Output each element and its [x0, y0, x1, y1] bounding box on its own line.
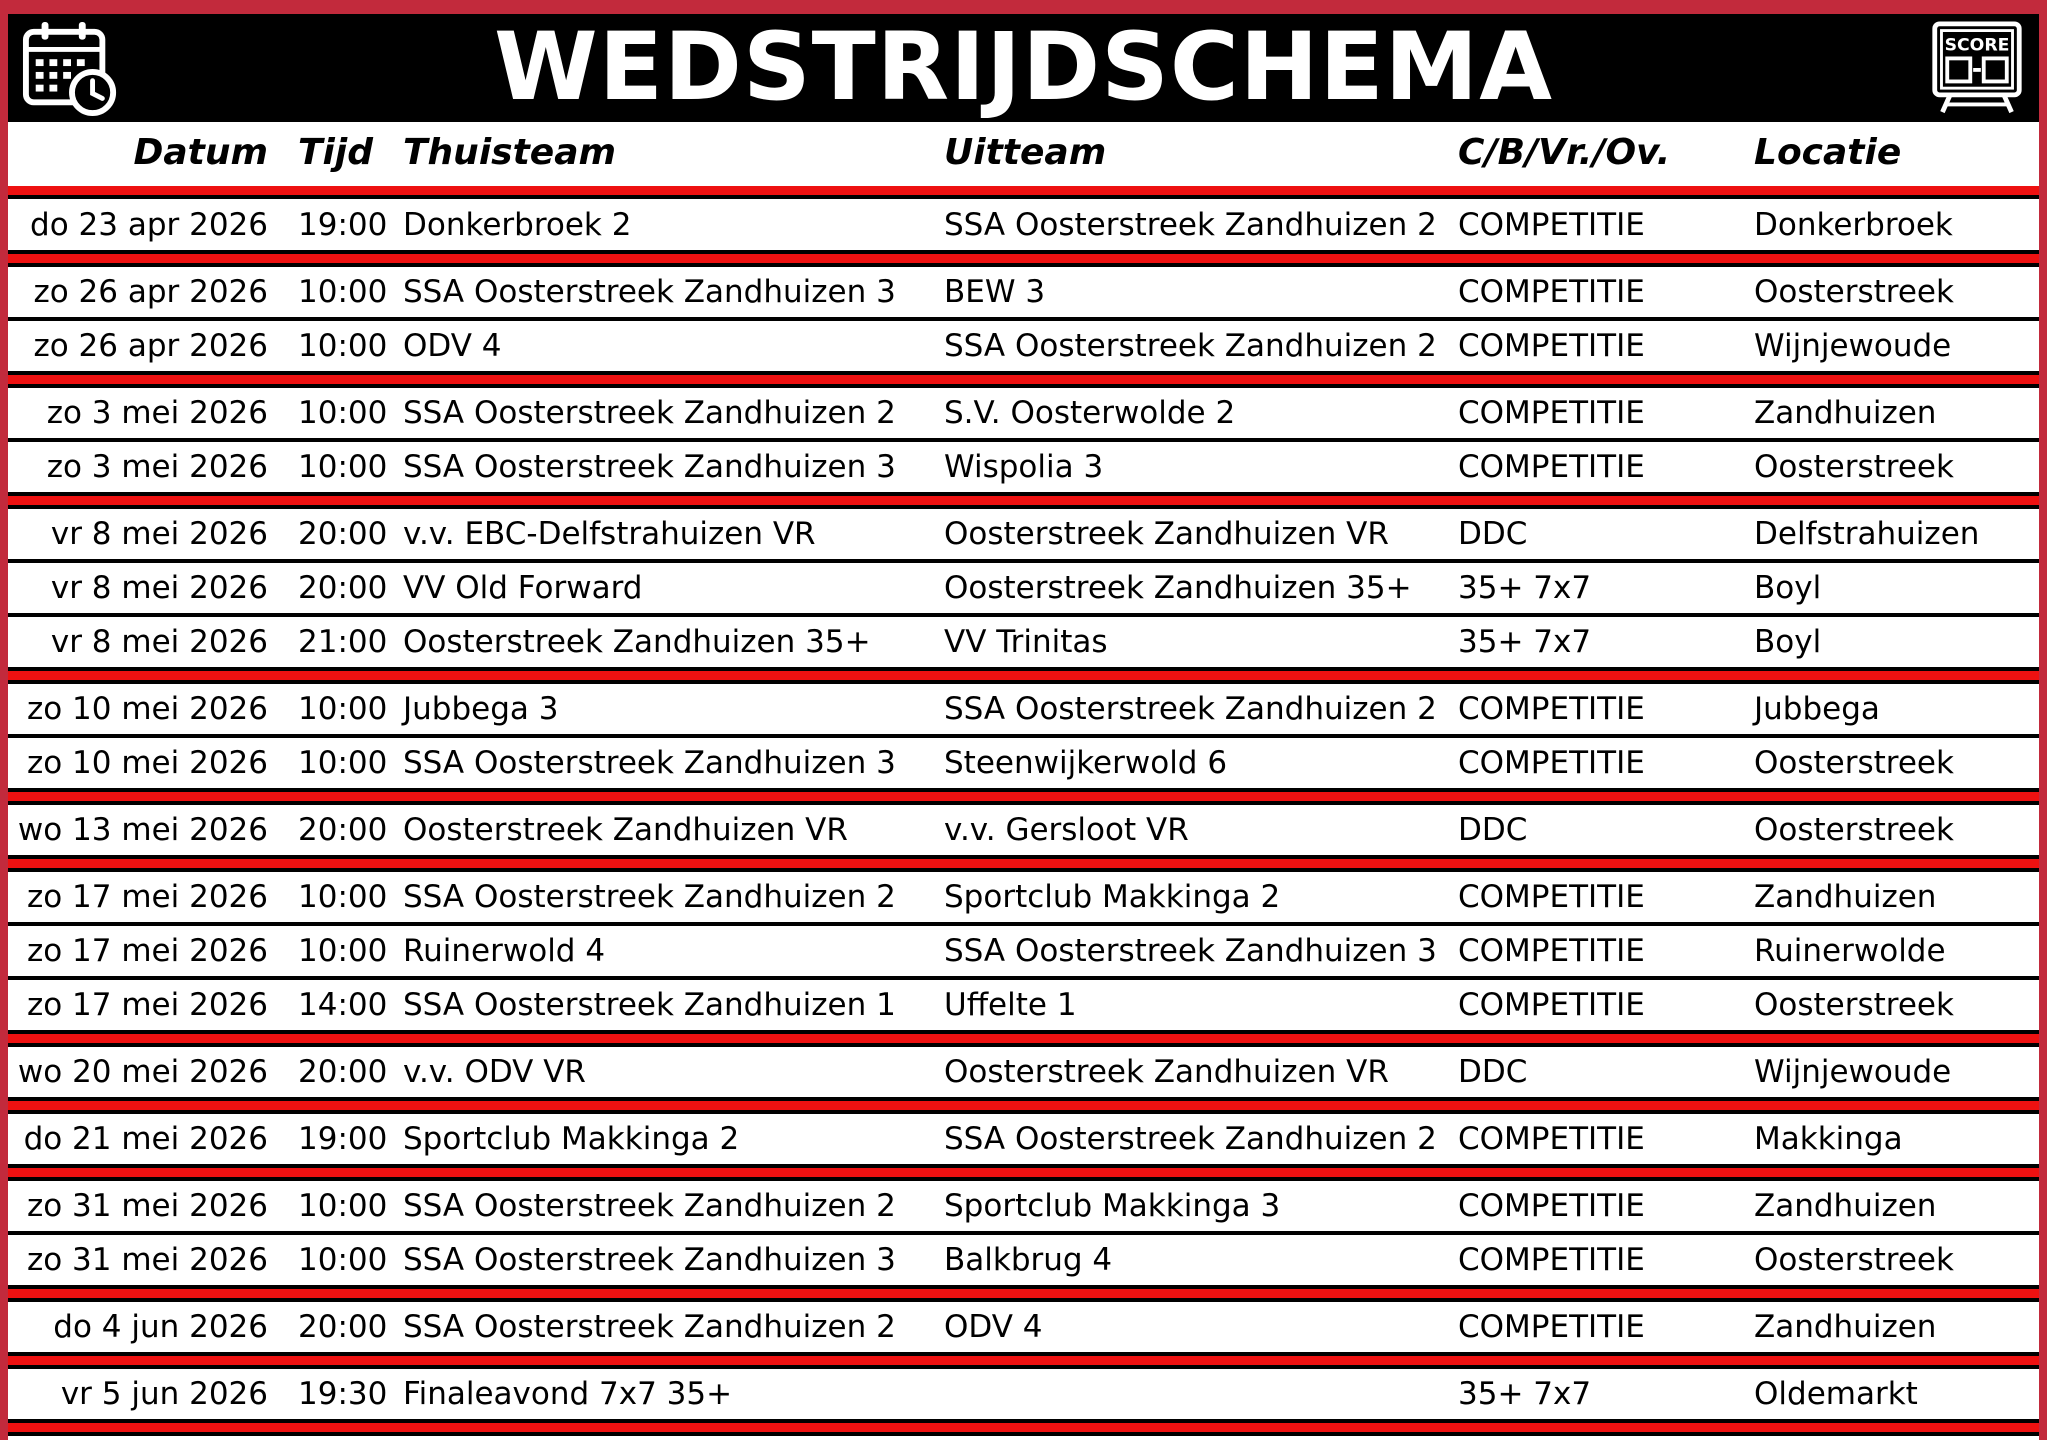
- cell-date: zo 17 mei 2026: [26, 933, 268, 969]
- group-divider: [8, 1419, 2039, 1436]
- cell-away-team: Balkbrug 4: [944, 1242, 1113, 1278]
- table-row: [8, 1235, 2039, 1285]
- cell-home-team: Finaleavond 7x7 35+: [403, 1376, 733, 1412]
- cell-date: vr 5 jun 2026: [60, 1376, 268, 1412]
- cell-location: Zandhuizen: [1754, 395, 1937, 431]
- cell-away-team: v.v. Gersloot VR: [944, 812, 1189, 848]
- column-header-away: Uitteam: [944, 132, 1107, 173]
- cell-away-team: Oosterstreek Zandhuizen VR: [944, 1054, 1389, 1090]
- group-divider: [8, 855, 2039, 872]
- cell-away-team: Wispolia 3: [944, 449, 1104, 485]
- table-row: [8, 388, 2039, 438]
- cell-away-team: SSA Oosterstreek Zandhuizen 2: [944, 691, 1437, 727]
- cell-home-team: SSA Oosterstreek Zandhuizen 3: [403, 274, 896, 310]
- cell-location: Zandhuizen: [1754, 1309, 1937, 1345]
- cell-location: Delfstrahuizen: [1754, 516, 1980, 552]
- cell-date: zo 3 mei 2026: [46, 395, 268, 431]
- cell-away-team: SSA Oosterstreek Zandhuizen 2: [944, 207, 1437, 243]
- cell-time: 19:00: [298, 207, 388, 243]
- cell-date: wo 13 mei 2026: [17, 812, 268, 848]
- cell-away-team: Oosterstreek Zandhuizen 35+: [944, 570, 1412, 606]
- cell-match-type: COMPETITIE: [1458, 1242, 1645, 1278]
- cell-match-type: DDC: [1458, 516, 1528, 552]
- scoreboard-icon: [1929, 19, 2025, 117]
- table-row: [8, 1302, 2039, 1352]
- table-row: [8, 200, 2039, 250]
- cell-away-team: S.V. Oosterwolde 2: [944, 395, 1236, 431]
- table-row: [8, 805, 2039, 855]
- cell-time: 20:00: [298, 570, 388, 606]
- table-row: [8, 1114, 2039, 1164]
- cell-time: 21:00: [298, 624, 388, 660]
- cell-match-type: 35+ 7x7: [1458, 624, 1592, 660]
- cell-date: zo 17 mei 2026: [26, 987, 268, 1023]
- cell-location: Oosterstreek: [1754, 745, 1954, 781]
- column-header-row: [8, 122, 2039, 184]
- table-row: [8, 617, 2039, 667]
- cell-location: Makkinga: [1754, 1121, 1903, 1157]
- cell-time: 10:00: [298, 691, 388, 727]
- cell-time: 14:00: [298, 987, 388, 1023]
- cell-match-type: COMPETITIE: [1458, 879, 1645, 915]
- cell-location: Zandhuizen: [1754, 1188, 1937, 1224]
- table-row: [8, 1047, 2039, 1097]
- cell-location: Ruinerwolde: [1754, 933, 1946, 969]
- cell-match-type: COMPETITIE: [1458, 1121, 1645, 1157]
- group-divider: [8, 1352, 2039, 1369]
- cell-match-type: COMPETITIE: [1458, 745, 1645, 781]
- cell-away-team: Oosterstreek Zandhuizen VR: [944, 516, 1389, 552]
- cell-home-team: Oosterstreek Zandhuizen 35+: [403, 624, 871, 660]
- table-row: [8, 321, 2039, 371]
- cell-home-team: Jubbega 3: [403, 691, 559, 727]
- header-divider-black: [8, 195, 2039, 199]
- cell-match-type: DDC: [1458, 812, 1528, 848]
- cell-home-team: Ruinerwold 4: [403, 933, 606, 969]
- cell-date: wo 20 mei 2026: [17, 1054, 268, 1090]
- cell-away-team: Steenwijkerwold 6: [944, 745, 1228, 781]
- cell-time: 10:00: [298, 328, 388, 364]
- group-divider: [8, 1030, 2039, 1047]
- column-header-time: Tijd: [298, 132, 374, 173]
- cell-location: Zandhuizen: [1754, 879, 1937, 915]
- cell-time: 10:00: [298, 879, 388, 915]
- cell-date: zo 3 mei 2026: [46, 449, 268, 485]
- cell-home-team: SSA Oosterstreek Zandhuizen 1: [403, 987, 896, 1023]
- cell-time: 10:00: [298, 745, 388, 781]
- cell-home-team: SSA Oosterstreek Zandhuizen 2: [403, 1188, 896, 1224]
- group-divider: [8, 492, 2039, 509]
- group-divider: [8, 371, 2039, 388]
- cell-time: 10:00: [298, 933, 388, 969]
- table-row: [8, 509, 2039, 559]
- cell-time: 20:00: [298, 516, 388, 552]
- cell-home-team: Sportclub Makkinga 2: [403, 1121, 740, 1157]
- table-row: [8, 442, 2039, 492]
- cell-away-team: VV Trinitas: [944, 624, 1108, 660]
- cell-location: Oosterstreek: [1754, 1242, 1954, 1278]
- group-divider: [8, 788, 2039, 805]
- cell-location: Oldemarkt: [1754, 1376, 1918, 1412]
- cell-date: do 21 mei 2026: [23, 1121, 268, 1157]
- header-divider-red: [8, 186, 2039, 195]
- cell-match-type: COMPETITIE: [1458, 1309, 1645, 1345]
- cell-time: 20:00: [298, 1309, 388, 1345]
- cell-away-team: Sportclub Makkinga 3: [944, 1188, 1281, 1224]
- group-divider: [8, 250, 2039, 267]
- cell-match-type: COMPETITIE: [1458, 1188, 1645, 1224]
- cell-home-team: v.v. ODV VR: [403, 1054, 586, 1090]
- cell-time: 10:00: [298, 449, 388, 485]
- cell-date: zo 17 mei 2026: [26, 879, 268, 915]
- cell-date: zo 10 mei 2026: [26, 691, 268, 727]
- cell-away-team: Uffelte 1: [944, 987, 1077, 1023]
- cell-match-type: COMPETITIE: [1458, 987, 1645, 1023]
- cell-match-type: COMPETITIE: [1458, 395, 1645, 431]
- cell-away-team: Sportclub Makkinga 2: [944, 879, 1281, 915]
- group-divider: [8, 667, 2039, 684]
- cell-home-team: Oosterstreek Zandhuizen VR: [403, 812, 848, 848]
- cell-match-type: 35+ 7x7: [1458, 1376, 1592, 1412]
- cell-date: zo 31 mei 2026: [26, 1188, 268, 1224]
- cell-away-team: BEW 3: [944, 274, 1046, 310]
- cell-away-team: SSA Oosterstreek Zandhuizen 2: [944, 1121, 1437, 1157]
- cell-date: do 23 apr 2026: [30, 207, 268, 243]
- cell-home-team: SSA Oosterstreek Zandhuizen 3: [403, 745, 896, 781]
- cell-date: zo 26 apr 2026: [33, 274, 268, 310]
- column-header-date: Datum: [133, 132, 268, 173]
- cell-date: vr 8 mei 2026: [50, 624, 268, 660]
- cell-location: Wijnjewoude: [1754, 328, 1952, 364]
- cell-date: zo 10 mei 2026: [26, 745, 268, 781]
- table-row: [8, 1369, 2039, 1419]
- column-header-type: C/B/Vr./Ov.: [1458, 132, 1671, 173]
- cell-location: Oosterstreek: [1754, 274, 1954, 310]
- cell-time: 20:00: [298, 1054, 388, 1090]
- cell-home-team: SSA Oosterstreek Zandhuizen 3: [403, 1242, 896, 1278]
- cell-date: do 4 jun 2026: [53, 1309, 268, 1345]
- group-divider: [8, 1285, 2039, 1302]
- table-row: [8, 1181, 2039, 1231]
- cell-date: zo 26 apr 2026: [33, 328, 268, 364]
- table-row: [8, 980, 2039, 1030]
- cell-location: Donkerbroek: [1754, 207, 1953, 243]
- cell-location: Boyl: [1754, 624, 1822, 660]
- table-row: [8, 267, 2039, 317]
- cell-away-team: ODV 4: [944, 1309, 1043, 1345]
- column-header-location: Locatie: [1754, 132, 1902, 173]
- table-row: [8, 563, 2039, 613]
- cell-match-type: COMPETITIE: [1458, 449, 1645, 485]
- cell-home-team: ODV 4: [403, 328, 502, 364]
- table-row: [8, 926, 2039, 976]
- cell-location: Jubbega: [1754, 691, 1880, 727]
- cell-home-team: SSA Oosterstreek Zandhuizen 2: [403, 879, 896, 915]
- table-row: [8, 684, 2039, 734]
- group-divider: [8, 1097, 2039, 1114]
- cell-match-type: COMPETITIE: [1458, 933, 1645, 969]
- cell-match-type: COMPETITIE: [1458, 328, 1645, 364]
- cell-home-team: VV Old Forward: [403, 570, 643, 606]
- cell-time: 10:00: [298, 1188, 388, 1224]
- cell-time: 10:00: [298, 274, 388, 310]
- cell-home-team: SSA Oosterstreek Zandhuizen 2: [403, 395, 896, 431]
- cell-date: vr 8 mei 2026: [50, 570, 268, 606]
- page-title: WEDSTRIJDSCHEMA: [494, 13, 1553, 122]
- title-bar: [8, 14, 2039, 122]
- column-header-home: Thuisteam: [403, 132, 617, 173]
- cell-time: 10:00: [298, 1242, 388, 1278]
- cell-match-type: COMPETITIE: [1458, 274, 1645, 310]
- cell-home-team: Donkerbroek 2: [403, 207, 632, 243]
- group-divider: [8, 1164, 2039, 1181]
- cell-location: Oosterstreek: [1754, 449, 1954, 485]
- cell-home-team: SSA Oosterstreek Zandhuizen 3: [403, 449, 896, 485]
- cell-date: vr 8 mei 2026: [50, 516, 268, 552]
- cell-match-type: DDC: [1458, 1054, 1528, 1090]
- cell-home-team: v.v. EBC-Delfstrahuizen VR: [403, 516, 816, 552]
- cell-home-team: SSA Oosterstreek Zandhuizen 2: [403, 1309, 896, 1345]
- cell-location: Oosterstreek: [1754, 987, 1954, 1023]
- cell-time: 19:30: [298, 1376, 388, 1412]
- cell-location: Boyl: [1754, 570, 1822, 606]
- cell-away-team: SSA Oosterstreek Zandhuizen 2: [944, 328, 1437, 364]
- cell-away-team: SSA Oosterstreek Zandhuizen 3: [944, 933, 1437, 969]
- cell-date: zo 31 mei 2026: [26, 1242, 268, 1278]
- cell-match-type: COMPETITIE: [1458, 207, 1645, 243]
- cell-location: Oosterstreek: [1754, 812, 1954, 848]
- cell-match-type: 35+ 7x7: [1458, 570, 1592, 606]
- cell-match-type: COMPETITIE: [1458, 691, 1645, 727]
- table-row: [8, 738, 2039, 788]
- cell-time: 19:00: [298, 1121, 388, 1157]
- cell-location: Wijnjewoude: [1754, 1054, 1952, 1090]
- table-row: [8, 872, 2039, 922]
- cell-time: 10:00: [298, 395, 388, 431]
- scoreboard-label: SCORE: [1944, 35, 2010, 56]
- cell-time: 20:00: [298, 812, 388, 848]
